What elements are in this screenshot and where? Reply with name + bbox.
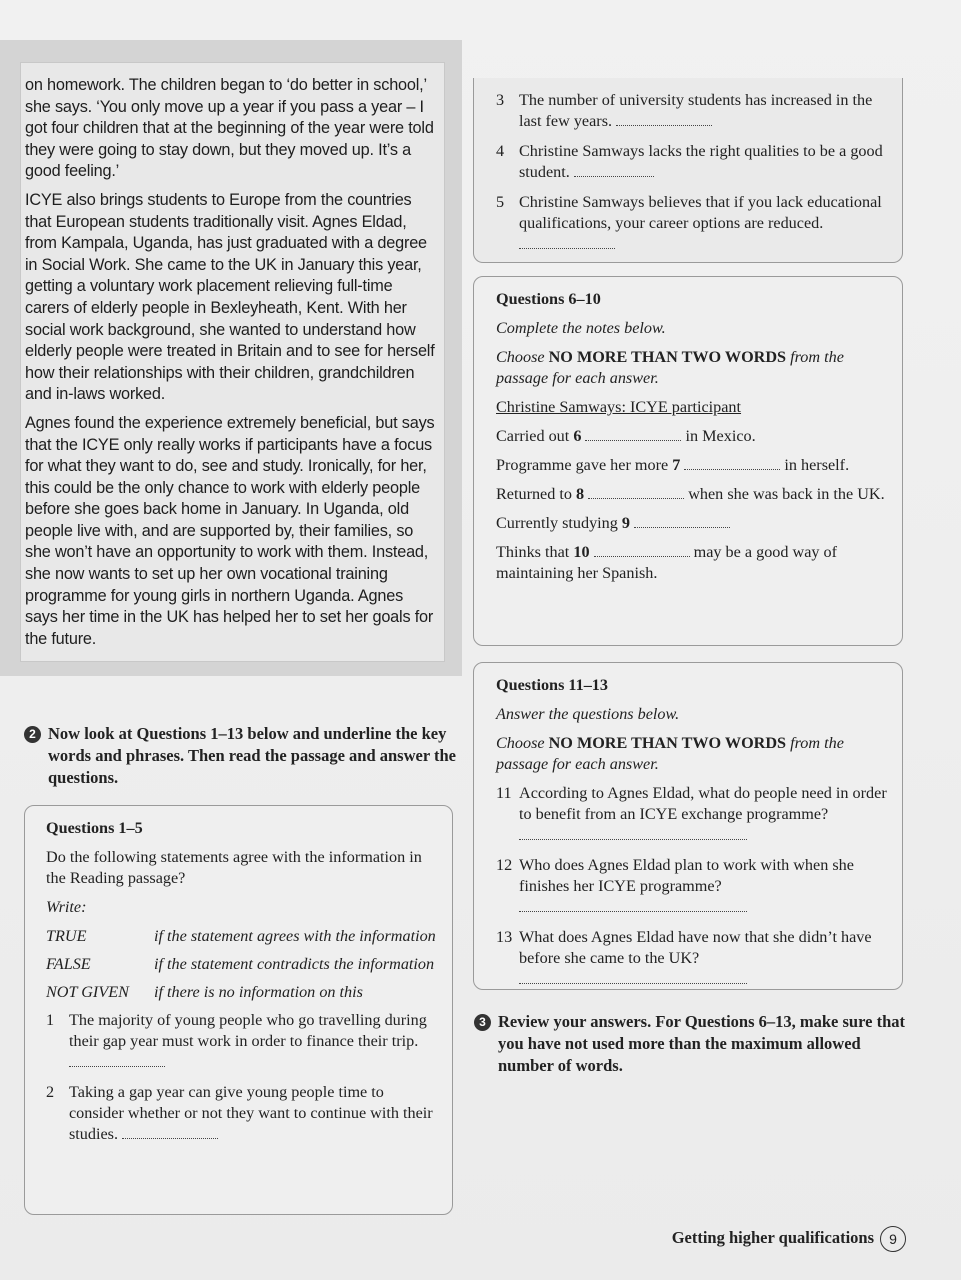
answer-option (46, 982, 442, 1003)
note-line: Carried out 6 in Mexico. (496, 427, 756, 445)
questions-11-13-box (473, 662, 903, 990)
questions-1-5-box (24, 805, 453, 1215)
page-footer (640, 1226, 910, 1254)
note-line: Currently studying 9 (496, 513, 888, 534)
answer-blank[interactable] (122, 1126, 218, 1139)
option-definition: if the statement agrees with the information (154, 927, 436, 945)
answer-blank[interactable] (574, 164, 654, 177)
question-number: 4 (496, 142, 505, 160)
note-line: Thinks that 10 may be a good way of maintaining her Spanish. (496, 543, 838, 582)
instruction-2 (24, 723, 484, 789)
question-item (496, 855, 888, 918)
question-text: Christine Samways lacks the right qualities to be a good student. (519, 142, 883, 181)
page-number: 9 (880, 1226, 906, 1252)
questions-6-10-box (473, 276, 903, 646)
question-text: Christine Samways believes that if you lack educational qualifications, your career options are reduced. (519, 193, 882, 232)
answer-option (46, 926, 442, 947)
question-item (46, 1082, 442, 1145)
option-term: NOT GIVEN (46, 983, 129, 1001)
question-text: According to Agnes Eldad, what do people need in order to benefit from an ICYE exchange programme? (519, 784, 887, 823)
notes-title: Christine Samways: ICYE participant (496, 398, 742, 416)
questions-heading: Questions 1–5 (46, 819, 143, 837)
answer-blank[interactable] (519, 827, 747, 840)
option-definition: if the statement contradicts the information (154, 955, 435, 973)
question-number: 12 (496, 856, 513, 874)
question-number: 13 (496, 928, 513, 946)
option-term: TRUE (46, 927, 87, 945)
option-definition: if there is no information on this (154, 983, 363, 1001)
question-item (496, 90, 888, 132)
question-number: 3 (496, 91, 505, 109)
question-item (46, 1010, 442, 1073)
option-term: FALSE (46, 955, 91, 973)
reading-paragraph: ICYE also brings students to Europe from the countries that European students traditionally visit. Agnes Eldad, from Kampala, Uganda, has just graduated with a degree in Social Work. She came to the UK in January this year, getting a voluntary work placement relieving full-time carers of elderly people in Bexleyheath, Kent. With her social work background, she wanted to understand how elderly people were treated in Britain and to see for herself how their relationships with their children, grandchildren and in-laws worked. (25, 190, 435, 404)
footer-label: Getting higher qualifications (671, 1228, 874, 1247)
instruction: Do the following statements agree with the information in the Reading passage? (46, 848, 422, 887)
answer-blank[interactable] (519, 236, 615, 249)
instruction: Choose NO MORE THAN TWO WORDS from the passage for each answer. (496, 348, 844, 387)
answer-option (46, 954, 442, 975)
instruction: Choose NO MORE THAN TWO WORDS from the passage for each answer. (496, 734, 844, 773)
note-line: Programme gave her more 7 in herself. (496, 456, 850, 474)
reading-passage (20, 62, 445, 662)
reading-paragraph: Agnes found the experience extremely beneficial, but says that the ICYE only really works if participants have a focus for what they want to do, see and study. Ironically, for her, this could be the only chance to work with elderly people before she goes back home in January. In Uganda, old people live with, and are supported by, their families, so she won’t have an opportunity to work with them. Instead, she now wants to set up her own vocational training programme for young girls in northern Uganda. Agnes says her time in the UK has helped her to set her goals for the future. (25, 413, 435, 648)
question-item (496, 927, 888, 990)
questions-heading: Questions 6–10 (496, 290, 601, 308)
question-number: 5 (496, 193, 505, 211)
questions-3-5-box (473, 78, 903, 263)
answer-blank[interactable] (684, 457, 780, 470)
answer-blank[interactable] (585, 428, 681, 441)
question-text: The number of university students has increased in the last few years. (519, 91, 873, 130)
questions-heading: Questions 11–13 (496, 676, 608, 694)
instruction: Complete the notes below. (496, 319, 666, 337)
note-line: Returned to 8 when she was back in the UK. (496, 485, 885, 503)
instruction-text: Review your answers. For Questions 6–13, make sure that you have not used more than the maximum allowed number of words. (498, 1012, 905, 1075)
question-number: 2 (46, 1083, 55, 1101)
instruction-3 (474, 1011, 918, 1077)
answer-blank[interactable] (519, 899, 747, 912)
instruction-text: Now look at Questions 1–13 below and underline the key words and phrases. Then read the passage and answer the questions. (48, 724, 456, 787)
answer-blank[interactable] (594, 544, 690, 557)
instruction: Answer the questions below. (496, 705, 680, 723)
question-text: Taking a gap year can give young people time to consider whether or not they want to continue with their studies. (69, 1083, 433, 1143)
question-item (496, 783, 888, 846)
question-text: The majority of young people who go travelling during their gap year must work in order to finance their trip. (69, 1011, 427, 1050)
step-badge: 2 (24, 726, 41, 743)
write-label: Write: (46, 898, 87, 916)
question-item (496, 141, 888, 183)
question-text: What does Agnes Eldad have now that she didn’t have before she came to the UK? (519, 928, 872, 967)
question-item (496, 192, 888, 255)
question-text: Who does Agnes Eldad plan to work with when she finishes her ICYE programme? (519, 856, 854, 895)
answer-blank[interactable] (519, 971, 747, 984)
answer-blank[interactable] (69, 1054, 165, 1067)
reading-paragraph: on homework. The children began to ‘do better in school,’ she says. ‘You only move up a year if you pass a year – I got four children that at the beginning of the year were told they were going to stay down, but they moved up. It’s a good feeling.’ (25, 76, 434, 181)
answer-blank[interactable] (616, 113, 712, 126)
question-number: 11 (496, 784, 512, 802)
step-badge: 3 (474, 1014, 491, 1031)
answer-blank[interactable] (588, 486, 684, 499)
question-number: 1 (46, 1011, 55, 1029)
answer-blank[interactable] (634, 515, 730, 528)
